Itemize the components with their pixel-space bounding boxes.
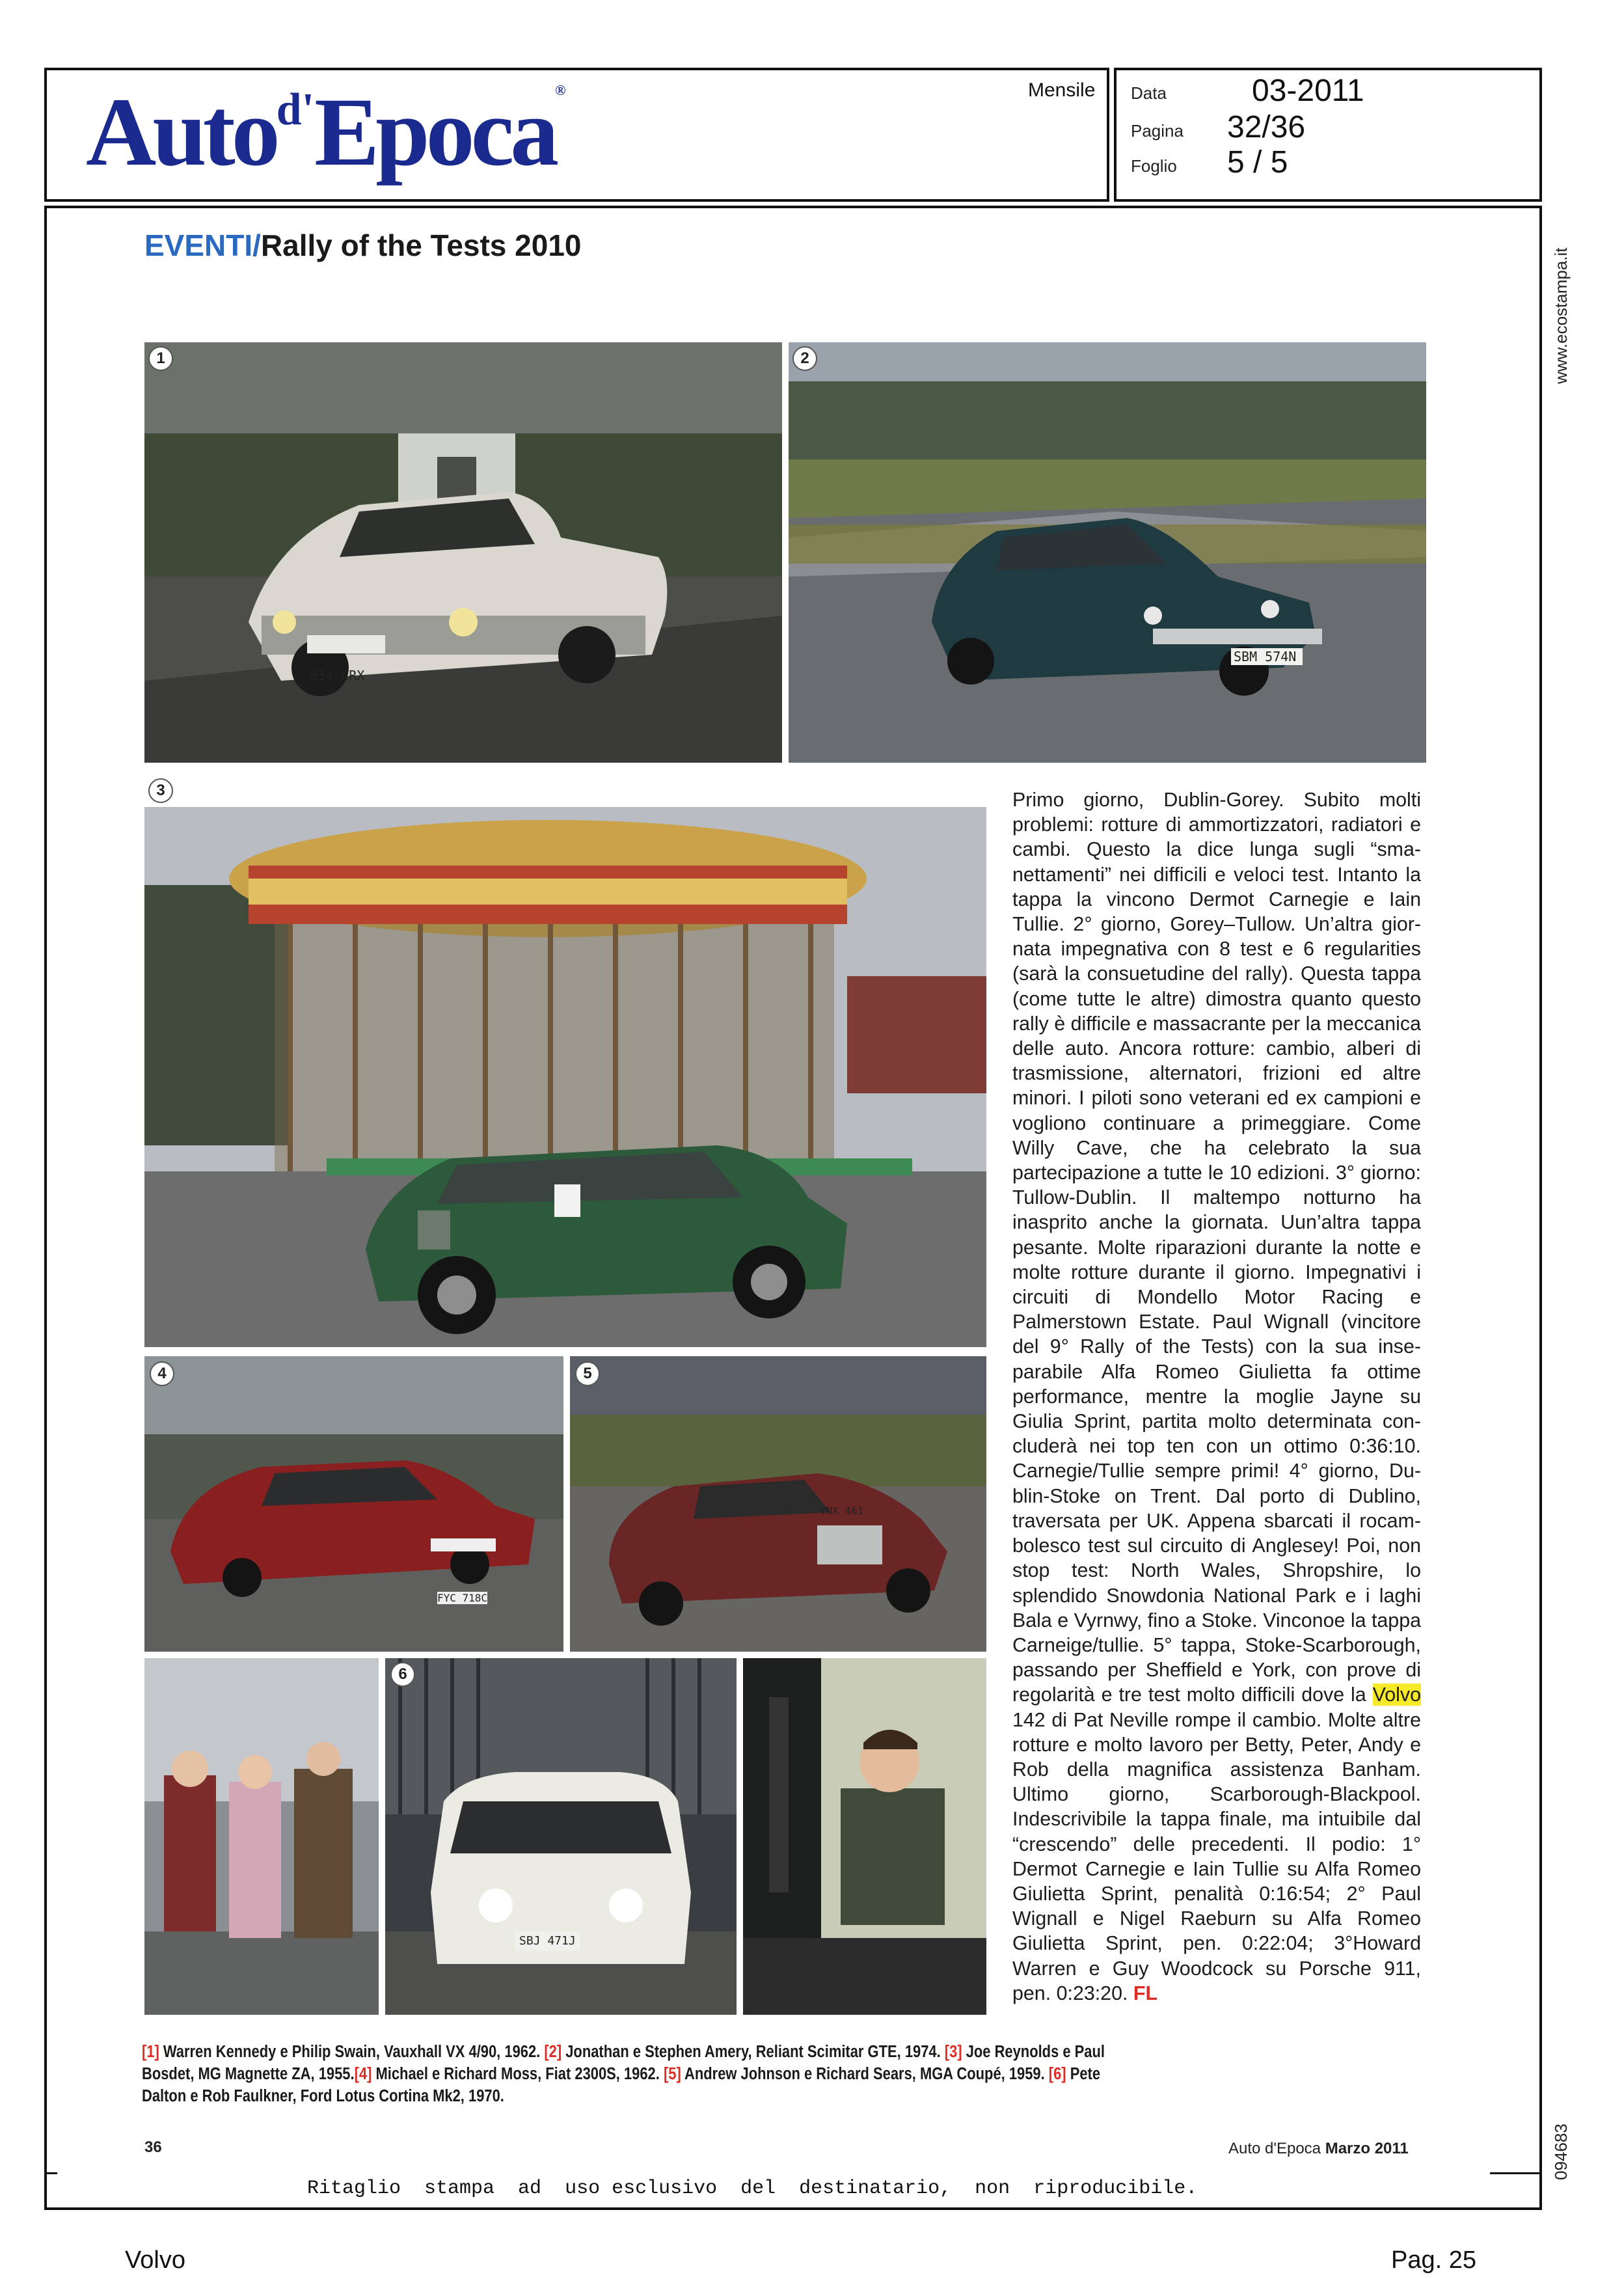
meta-date-value: 03-2011	[1252, 74, 1364, 108]
bottom-page-label: Pag. 25	[1391, 2246, 1476, 2274]
caption-2-text: Jonathan e Stephen Amery, Reliant Scimitar GTE, 1974.	[562, 2043, 945, 2061]
author-initials: FL	[1133, 1982, 1158, 2004]
photo-1-vauxhall	[144, 342, 782, 763]
photo-number-1: 1	[148, 346, 173, 371]
photo-2-reliant-scimitar	[789, 342, 1426, 763]
plate-2: SBM 574N	[1234, 649, 1297, 664]
website-label: www.ecostampa.it	[1551, 247, 1571, 384]
clip-code: 094683	[1551, 2123, 1571, 2180]
meta-date-label: Data	[1131, 83, 1167, 103]
caption-6-text: Pete Dalton e Rob Faulkner, Ford Lotus Cortina Mk2, 1970.	[142, 2065, 1101, 2105]
photo-number-3: 3	[148, 778, 173, 803]
frequency-label: Mensile	[1028, 79, 1096, 101]
folio-issue: Marzo 2011	[1325, 2140, 1409, 2157]
folio-magazine: Auto d'Epoca	[1228, 2140, 1321, 2157]
plate-4: FYC 718C	[437, 1592, 488, 1604]
meta-sheet-value: 5 / 5	[1227, 145, 1288, 180]
body-text-part-1: Primo giorno, Dublin-Gorey. Subito molti problemi: rotture di ammortizzatori, radiatori e cambi. Questo la dice lunga sugli “smanettamenti” nei difficili e veloci test. Intanto la tappa la vincono Dermot Carnegie e Iain Tullie. 2° giorno, Gorey–Tullow. Un’altra giornata impegnativa con 8 test e 6 regularities (sarà la consuetudine del rally). Questa tappa (come tutte le altre) dimostra quanto questo rally è difficile e massacrante per la meccanica delle auto. Ancora rotture: cambio, alberi di trasmissione, alternatori, frizioni ed altre minori. I piloti sono veterani ed ex campioni e vogliono continuare a primeggiare. Come Willy Cave, che ha celebrato la sua partecipazione a tutte le 10 edizioni. 3° giorno: Tullow-Dublin. Il maltempo notturno ha inasprito anche la giornata. Uun’altra tappa pesante. Molte riparazioni durante la notte e molte rotture durante il giorno. Impegnativi i circuiti di Mondello Motor Racing e Palmerstown Estate. Paul Wignall (vincitore del 9° Rally of the Tests) con la sua inseparabile Alfa Romeo Giulietta fa ottime performance, mentre la moglie Jayne su Giulia Sprint, partita molto determinata concluderà nei top ten con un ottimo 0:36:10. Carnegie/Tullie sempre primi! 4° giorno, Dublin-Stoke on Trent. Dal porto di Dublino, traversata per UK. Appena sbarcati il rocambolesco test sul circuito di Anglesey! Poi, non stop test: North Wales, Shropshire, lo splendido Snowdonia National Park e i laghi Bala e Vyrnwy, fino a Stoke. Vinconoe la tappa Carneige/tullie. 5° tappa, Stoke-Scarborough, passando per Sheffield e York, con prove di regolarità e tre test molto difficili dove la	[1012, 789, 1421, 1706]
photo-3-mg-magnette-carousel	[144, 807, 986, 1347]
meta-sheet-label: Foglio	[1131, 156, 1177, 176]
photo-6-ford-lotus-cortina	[385, 1658, 737, 2015]
photo-number-5: 5	[575, 1361, 600, 1386]
publication-logo: Auto$^{d'}$Epoca®	[86, 78, 562, 186]
caption-3-text: Joe Reynolds e Paul Bosdet, MG Magnette ZA, 1955.	[142, 2043, 1105, 2083]
caption-3-num: [3]	[944, 2043, 962, 2061]
highlighted-term-volvo: Volvo	[1372, 1684, 1421, 1706]
folio-right	[1228, 2140, 1409, 2158]
photo-number-4: 4	[150, 1361, 174, 1386]
photo-6-crew-group	[144, 1658, 379, 2015]
page-number: 36	[144, 2138, 162, 2156]
section-title	[144, 228, 582, 263]
article-title: Rally of the Tests 2010	[260, 228, 582, 262]
caption-1-num: [1]	[142, 2043, 159, 2061]
caption-1-text: Warren Kennedy e Philip Swain, Vauxhall VX 4/90, 1962.	[159, 2043, 545, 2061]
meta-page-value: 32/36	[1227, 110, 1306, 144]
caption-6-num: [6]	[1048, 2065, 1066, 2083]
left-rule	[44, 2172, 57, 2174]
caption-2-num: [2]	[544, 2043, 562, 2061]
plate-5: YNX 461	[820, 1505, 864, 1517]
photo-number-2: 2	[792, 346, 817, 371]
body-text-part-2: 142 di Pat Neville rompe il cambio. Molte altre rotture e molto lavoro per Betty, Peter, Andy e Rob della magnifica assistenza Banham. Ultimo giorno, Scarborough-Blackpool. Indescrivibile la tappa finale, ma intuibile dal “crescendo” delle precedenti. Il podio: 1° Dermot Carnegie e Iain Tullie su Alfa Romeo Giulietta Sprint, penalità 0:16:54; 2° Paul Wignall e Nigel Raeburn su Alfa Romeo Giulietta Sprint, pen. 0:22:04; 3°Howard Warren e Guy Woodcock su Porsche 911, pen. 0:23:20.	[1012, 1708, 1421, 2004]
right-rule	[1490, 2172, 1542, 2174]
plate-1: 634 CRX	[310, 668, 365, 683]
caption-5-num: [5]	[663, 2065, 681, 2083]
photo-6-driver-in-car	[743, 1658, 986, 2015]
meta-page-label: Pagina	[1131, 121, 1184, 141]
caption-5-text: Andrew Johnson e Richard Sears, MGA Coupé, 1959.	[681, 2065, 1049, 2083]
section-label: EVENTI/	[144, 228, 261, 262]
photo-4-fiat-2300s	[144, 1356, 563, 1652]
plate-6: SBJ 471J	[519, 1934, 576, 1948]
photo-number-6: 6	[390, 1662, 415, 1687]
clipping-disclaimer: Ritaglio stampa ad uso esclusivo del destinatario, non riproducibile.	[307, 2177, 1198, 2200]
caption-4-num: [4]	[354, 2065, 372, 2083]
caption-4-text: Michael e Richard Moss, Fiat 2300S, 1962.	[372, 2065, 664, 2083]
bottom-left-label: Volvo	[125, 2246, 185, 2274]
photo-captions	[142, 2041, 1118, 2107]
photo-5-mga-coupe	[570, 1356, 986, 1652]
article-body	[1012, 787, 1421, 2006]
